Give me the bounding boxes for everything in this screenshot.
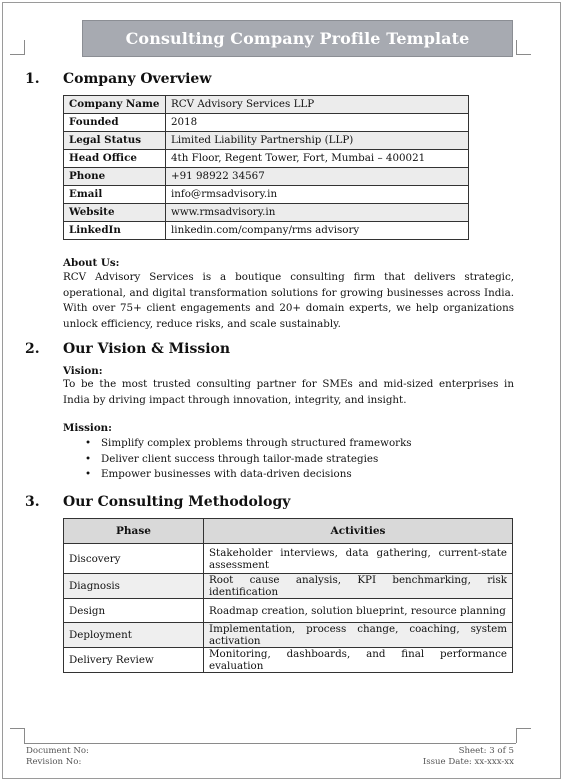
crop-mark-top-right (516, 40, 531, 55)
field-label: Company Name (64, 96, 166, 114)
activities-cell: Root cause analysis, KPI benchmarking, risk identification (204, 574, 513, 599)
table-row (64, 96, 469, 114)
table-row (64, 186, 469, 204)
field-label: Head Office (64, 150, 166, 168)
phase-cell: Discovery (64, 544, 204, 574)
list-item-text: Empower businesses with data-driven decisions (101, 468, 352, 480)
table-row (64, 648, 513, 673)
section-number: 2. (25, 341, 40, 357)
sheet-number: Sheet: 3 of 5 (458, 746, 514, 756)
table-row (64, 114, 469, 132)
section-title: Company Overview (63, 71, 212, 87)
document-title-banner (82, 20, 513, 57)
list-item (76, 467, 412, 483)
list-item-text: Simplify complex problems through structured frameworks (101, 437, 412, 449)
table-row (64, 150, 469, 168)
list-item-text: Deliver client success through tailor-made strategies (101, 452, 379, 465)
table-row (64, 574, 513, 599)
field-label: Legal Status (64, 132, 166, 150)
list-item (76, 452, 412, 468)
bullet-icon: • (85, 437, 92, 449)
table-row (64, 204, 469, 222)
section-number: 1. (25, 71, 40, 87)
field-label: LinkedIn (64, 222, 166, 240)
table-row (64, 544, 513, 574)
field-value: RCV Advisory Services LLP (166, 96, 469, 114)
about-label: About Us: (63, 257, 120, 269)
phase-cell: Deployment (64, 623, 204, 648)
activities-cell: Stakeholder interviews, data gathering, current-state assessment (204, 544, 513, 574)
vision-label: Vision: (63, 365, 103, 377)
activities-cell: Implementation, process change, coaching, system activation (204, 623, 513, 648)
field-value: Limited Liability Partnership (LLP) (166, 132, 469, 150)
bullet-icon: • (85, 452, 92, 465)
crop-mark-top-left (10, 40, 25, 55)
field-value: 2018 (166, 114, 469, 132)
company-info-table (63, 95, 469, 240)
column-header-phase: Phase (64, 519, 204, 544)
document-number-label: Document No: (26, 746, 89, 756)
table-row (64, 168, 469, 186)
field-label: Email (64, 186, 166, 204)
field-label: Phone (64, 168, 166, 186)
footer-divider (24, 743, 516, 744)
field-value: 4th Floor, Regent Tower, Fort, Mumbai – 400021 (166, 150, 469, 168)
field-value: www.rmsadvisory.in (166, 204, 469, 222)
field-label: Website (64, 204, 166, 222)
mission-list (76, 436, 412, 483)
table-row (64, 623, 513, 648)
vision-text: To be the most trusted consulting partner for SMEs and mid-sized enterprises in India by driving impact through innovation, integrity, and insight. (63, 378, 514, 406)
table-row (64, 222, 469, 240)
field-value: info@rmsadvisory.in (166, 186, 469, 204)
about-text: RCV Advisory Services is a boutique consulting firm that delivers strategic, operational, and digital transformation solutions for growing businesses across India. With over 75+ client engagements and 20+ domain experts, we help organizations unlock efficiency, reduce risks, and scale sustainably. (63, 271, 514, 330)
crop-mark-bottom-right (516, 728, 531, 743)
field-value: linkedin.com/company/rms advisory (166, 222, 469, 240)
document-title: Consulting Company Profile Template (125, 29, 470, 48)
phase-cell: Delivery Review (64, 648, 204, 673)
revision-number-label: Revision No: (26, 757, 82, 767)
column-header-activities: Activities (204, 519, 513, 544)
section-title: Our Vision & Mission (63, 341, 231, 357)
phase-cell: Design (64, 599, 204, 623)
methodology-table (63, 518, 513, 673)
field-label: Founded (64, 114, 166, 132)
crop-mark-bottom-left (10, 728, 25, 743)
activities-cell: Monitoring, dashboards, and final performance evaluation (204, 648, 513, 673)
section-number: 3. (25, 494, 40, 510)
issue-date: Issue Date: xx-xxx-xx (422, 757, 514, 767)
phase-cell: Diagnosis (64, 574, 204, 599)
field-value: +91 98922 34567 (166, 168, 469, 186)
table-row (64, 132, 469, 150)
section-title: Our Consulting Methodology (63, 494, 291, 510)
table-row (64, 599, 513, 623)
activities-cell: Roadmap creation, solution blueprint, resource planning (204, 599, 513, 623)
table-header-row (64, 519, 513, 544)
bullet-icon: • (85, 468, 92, 480)
mission-label: Mission: (63, 422, 112, 434)
list-item (76, 436, 412, 452)
